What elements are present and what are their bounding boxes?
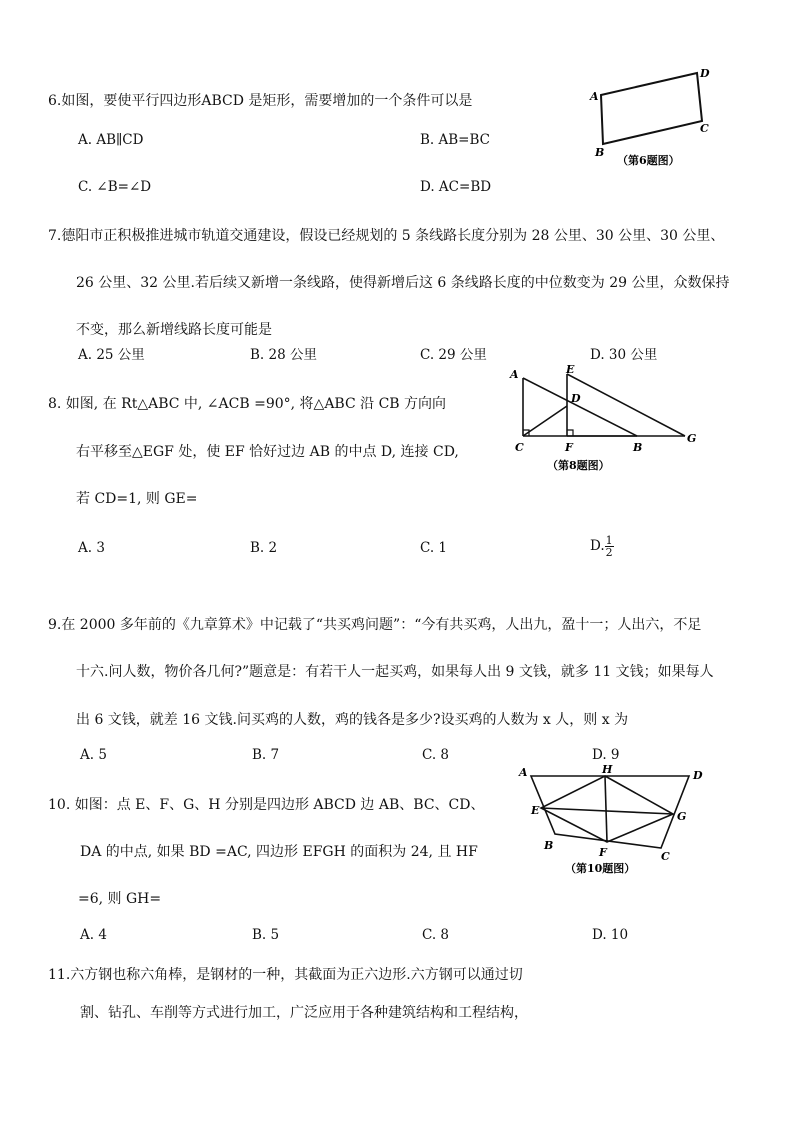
q8-stem-line-1: 8. 如图, 在 Rt△ABC 中, ∠ACB =90°, 将△ABC 沿 CB 方向向 [48, 396, 447, 412]
q8-option-d-fraction [605, 535, 614, 558]
q8-option-d [590, 535, 614, 558]
q10-option-c: C. 8 [422, 927, 450, 943]
q8-label-a: A [510, 368, 519, 381]
q6-label-a: A [590, 90, 599, 103]
q9-option-a: A. 5 [80, 747, 107, 763]
q6-stem: 6.如图，要使平行四边形ABCD 是矩形，需要增加的一个条件可以是 [48, 93, 473, 109]
q9-stem-line-3: 出 6 文钱，就差 16 文钱.问买鸡的人数，鸡的钱各是多少?设买鸡的人数为 x 人，则 x 为 [76, 712, 629, 728]
q10-label-d: D [693, 769, 703, 782]
q10-label-g: G [677, 810, 687, 823]
q10-option-b: B. 5 [252, 927, 280, 943]
q10-label-b: B [544, 839, 554, 852]
q11-stem-line-1: 11.六方钢也称六角棒，是钢材的一种，其截面为正六边形.六方钢可以通过切 [48, 967, 523, 983]
q6-option-d: D. AC=BD [420, 179, 492, 195]
q6-figure-caption: （第6题图） [617, 154, 680, 167]
q8-label-e: E [566, 363, 575, 376]
q10-label-e: E [531, 804, 540, 817]
q7-stem-line-1: 7.德阳市正积极推进城市轨道交通建设，假设已经规划的 5 条线路长度分别为 28 公里、30 公里、30 公里、 [48, 228, 725, 244]
q6-option-c: C. ∠B=∠D [78, 179, 152, 195]
q8-stem-line-2: 右平移至△EGF 处，使 EF 恰好过边 AB 的中点 D, 连接 CD, [76, 444, 459, 460]
q10-stem-line-2: DA 的中点, 如果 BD =AC, 四边形 EFGH 的面积为 24, 且 HF [80, 844, 478, 860]
q8-figure-triangles [505, 362, 705, 477]
fraction-denominator: 2 [605, 546, 613, 559]
q8-option-b: B. 2 [250, 540, 278, 556]
q8-label-c: C [515, 441, 524, 454]
q8-stem-line-3: 若 CD=1, 则 GE= [76, 491, 198, 507]
q9-stem-line-2: 十六.问人数，物价各几何?”题意是：有若干人一起买鸡，如果每人出 9 文钱，就多 11 文钱；如果每人 [76, 664, 714, 680]
q6-label-d: D [700, 67, 710, 80]
q8-option-c: C. 1 [420, 540, 448, 556]
q8-label-g: G [687, 432, 697, 445]
q8-label-f: F [565, 441, 573, 454]
q8-label-d: D [571, 392, 581, 405]
q7-option-a: A. 25 公里 [78, 347, 145, 363]
q11-stem-line-2: 割、钻孔、车削等方式进行加工，广泛应用于各种建筑结构和工程结构， [80, 1005, 528, 1021]
q6-label-b: B [595, 146, 605, 159]
q8-option-a: A. 3 [78, 540, 105, 556]
q7-stem-line-2: 26 公里、32 公里.若后续又新增一条线路，使得新增后这 6 条线路长度的中位数变为 29 公里，众数保持 [76, 275, 730, 291]
q10-label-a: A [519, 766, 528, 779]
fraction-numerator: 1 [605, 534, 613, 547]
q10-figure-caption: （第10题图） [565, 862, 636, 875]
q8-option-d-label: D. [590, 538, 605, 554]
q10-stem-line-3: =6, 则 GH= [78, 891, 162, 907]
q8-label-b: B [633, 441, 643, 454]
q7-stem-line-3: 不变，那么新增线路长度可能是 [76, 322, 272, 338]
q10-label-c: C [661, 850, 670, 863]
q7-option-d: D. 30 公里 [590, 347, 658, 363]
q9-option-c: C. 8 [422, 747, 450, 763]
q10-label-h: H [602, 763, 613, 776]
q10-stem-line-1: 10. 如图：点 E、F、G、H 分别是四边形 ABCD 边 AB、BC、CD、 [48, 797, 485, 813]
q9-stem-line-1: 9.在 2000 多年前的《九章算术》中记载了“共买鸡问题”：“今有共买鸡，人出九，盈十一；人出六，不足 [48, 617, 702, 633]
q10-figure-quadrilateral [515, 760, 715, 880]
q7-option-b: B. 28 公里 [250, 347, 317, 363]
q10-label-f: F [599, 846, 607, 859]
q9-option-d: D. 9 [592, 747, 620, 763]
q10-option-a: A. 4 [80, 927, 107, 943]
q6-option-a: A. AB∥CD [78, 132, 144, 148]
q6-figure-parallelogram [585, 62, 725, 172]
q8-figure-caption: （第8题图） [547, 459, 610, 472]
q7-option-c: C. 29 公里 [420, 347, 487, 363]
q10-option-d: D. 10 [592, 927, 629, 943]
q9-option-b: B. 7 [252, 747, 280, 763]
q6-option-b: B. AB=BC [420, 132, 490, 148]
q6-label-c: C [700, 122, 709, 135]
